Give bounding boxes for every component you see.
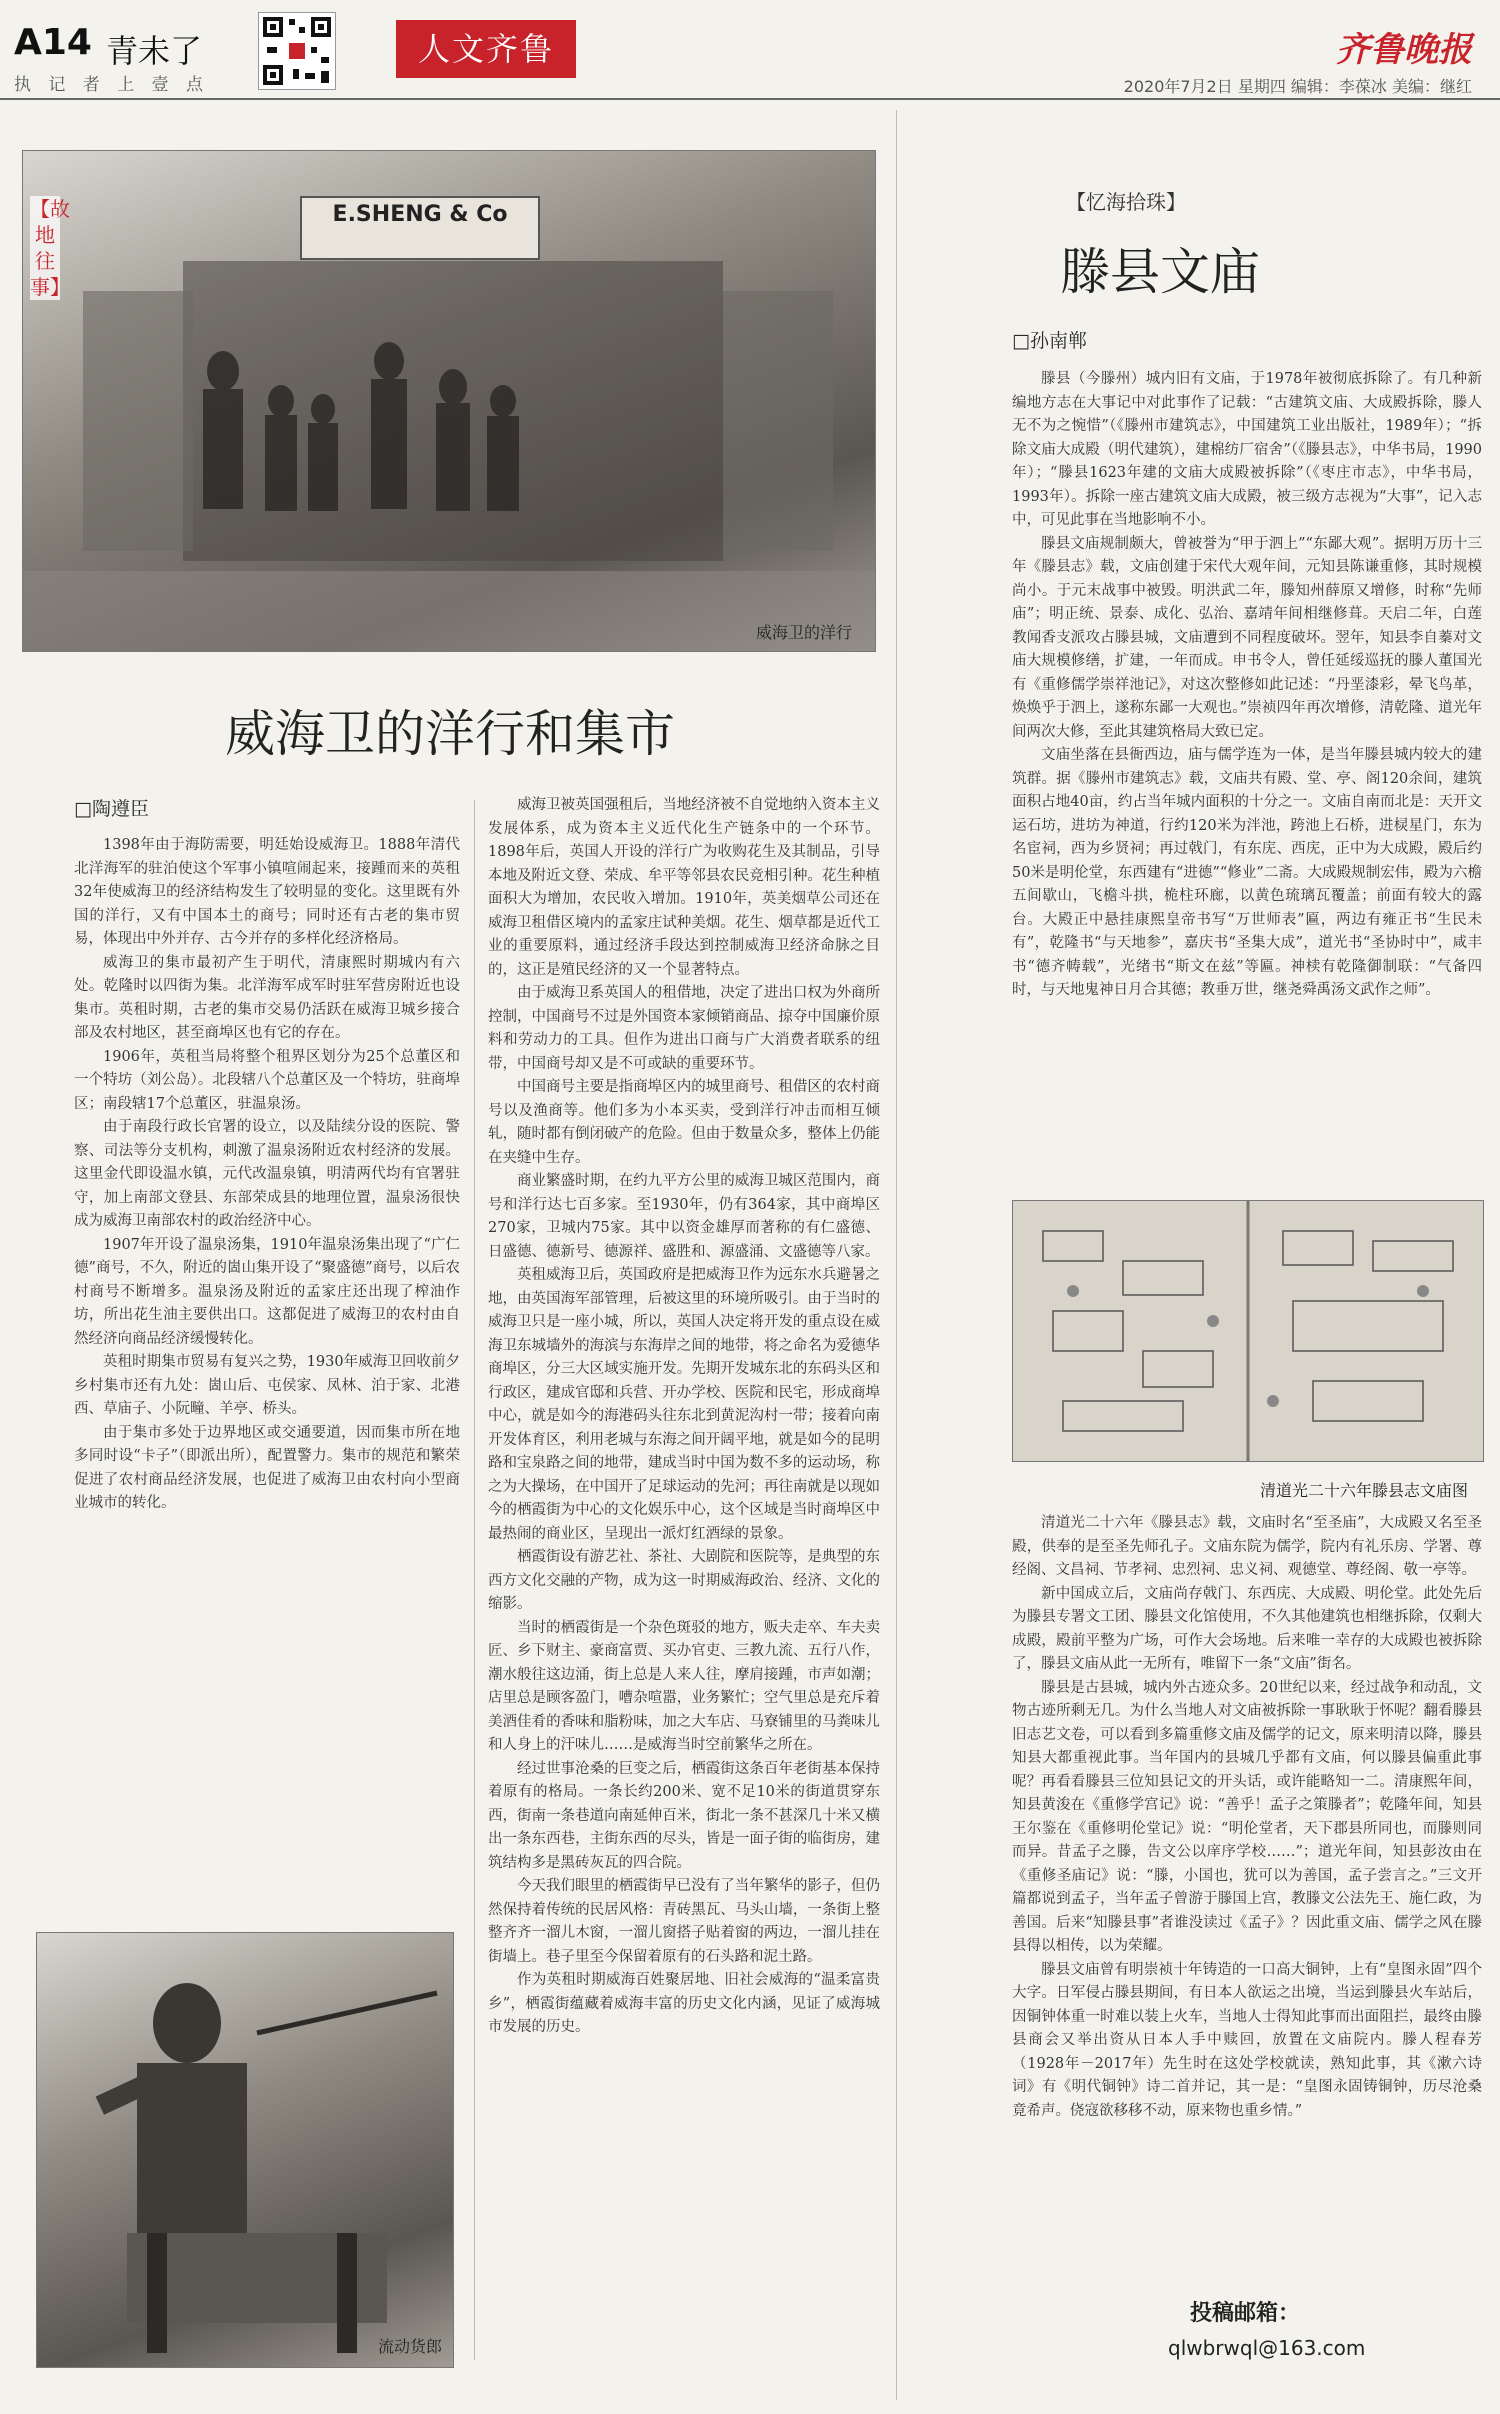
newspaper-logo: 齐鲁晚报	[1336, 30, 1472, 70]
paragraph: 清道光二十六年《滕县志》载，文庙时名“至圣庙”，大成殿又名至圣殿，供奉的是至圣先师孔子。文庙东院为儒学，院内有礼乐房、学署、尊经阁、文昌祠、节孝祠、忠烈祠、忠义祠、观德堂、尊经阁、敬一亭等。	[1012, 1515, 1482, 1578]
paragraph: 1907年开设了温泉汤集，1910年温泉汤集出现了“广仁德”商号，不久，附近的崮山集开设了“聚盛德”商号，以后农村商号不断增多。温泉汤及附近的孟家庄还出现了榨油作坊，所出花生油主要供出口。这都促进了威海卫的农村由自然经济向商品经济缓慢转化。	[74, 1236, 460, 1347]
article-byline: □陶遵臣	[74, 798, 149, 820]
paragraph: 滕县（今滕州）城内旧有文庙，于1978年被彻底拆除了。有几种新编地方志在大事记中对此事作了记载：“古建筑文庙、大成殿拆除，滕人无不为之惋惜”（《滕州市建筑志》，中国建筑工业出版社，1989年）；“拆除文庙大成殿（明代建筑），建棉纺厂宿舍”（《滕县志》，中华书局，1990年）；“滕县1623年建的文庙大成殿被拆除”（《枣庄市志》，中华书局，1993年）。拆除一座古建筑文庙大成殿，被三级方志视为“大事”，记入志中，可见此事在当地影响不小。	[1012, 371, 1482, 528]
section-name: 青未了	[106, 32, 203, 70]
contact-email-link[interactable]: qlwbrwql@163.com	[1168, 2336, 1366, 2360]
paragraph: 1398年由于海防需要，明廷始设威海卫。1888年清代北洋海军的驻泊使这个军事小镇喧闹起来，接踵而来的英租32年使威海卫的经济结构发生了较明显的变化。这里既有外国的洋行，又有中国本土的商号；同时还有古老的集市贸易，体现出中外并存、古今并存的多样化经济格局。	[74, 837, 460, 947]
column-rule	[474, 800, 475, 2360]
temple-map-illustration	[1012, 1200, 1484, 1462]
paragraph: 商业繁盛时期，在约九平方公里的威海卫城区范围内，商号和洋行达七百多家。至1930年，仍有364家，其中商埠区270家，卫城内75家。其中以资金雄厚而著称的有仁盛德、日盛德、德新号、德源祥、盛胜和、源盛涌、文盛德等八家。	[488, 1173, 880, 1260]
paragraph: 滕县文庙规制颇大，曾被誉为“甲于泗上”“东鄙大观”。据明万历十三年《滕县志》载，文庙创建于宋代大观年间，元知县陈谦重修，其时规模尚小。于元末战事中被毁。明洪武二年，滕知州薛原又增修，时称“先师庙”；明正统、景泰、成化、弘治、嘉靖年间相继修葺。天启二年，白莲教闻香支派攻占滕县城，文庙遭到不同程度破坏。翌年，知县李自蓁对文庙大规模修缮，扩建，一年而成。申书令人，曾任延绥巡抚的滕人董国光有《重修儒学崇祥池记》，对这次整修如此记述：“丹垩漆彩，晕飞鸟革，焕焕乎于泗上，遂称东鄙一大观也。”崇祯四年再次增修，清乾隆、道光年间两次大修，至此其建筑格局大致已定。	[1012, 535, 1482, 740]
paragraph: 栖霞街设有游艺社、茶社、大剧院和医院等，是典型的东西方文化交融的产物，成为这一时期威海政治、经济、文化的缩影。	[488, 1549, 880, 1612]
issue-meta: 2020年7月2日 星期四 编辑：李葆冰 美编：继红	[1123, 77, 1472, 96]
column-tag: 【故地往事】	[30, 197, 70, 299]
article-byline: □孙南郸	[1012, 330, 1087, 352]
qr-code-icon[interactable]	[258, 12, 336, 90]
page-number: A14	[14, 22, 92, 63]
paragraph: 1906年，英租当局将整个租界区划分为25个总董区和一个特坊（刘公岛）。北段辖八个总董区及一个特坊，驻商埠区；南段辖17个总董区，驻温泉汤。	[74, 1048, 460, 1112]
contact-label: 投稿邮箱：	[1190, 2301, 1301, 2326]
paragraph: 威海卫被英国强租后，当地经济被不自觉地纳入资本主义发展体系，成为资本主义近代化生产链条中的一个环节。1898年后，英国人开设的洋行广为收购花生及其制品，引导本地及附近文登、荣成、牟平等邻县农民竞相引种。花生种植面积大为增加，农民收入增加。1910年，英美烟草公司还在威海卫租借区境内的孟家庄试种美烟。花生、烟草都是近代工业的重要原料，通过经济手段达到控制威海卫经济命脉之目的，这正是殖民经济的又一个显著特点。	[488, 797, 880, 978]
shop-sign: E.SHENG & Co	[300, 196, 540, 260]
article-body-col2	[488, 794, 880, 2354]
paragraph: 作为英租时期威海百姓聚居地、旧社会威海的“温柔富贵乡”，栖霞街蕴藏着威海丰富的历史文化内涵，见证了威海城市发展的历史。	[488, 1972, 880, 2035]
photo-caption: 威海卫的洋行	[756, 623, 853, 642]
paragraph: 由于集市多处于边界地区或交通要道，因而集市所在地多同时设“卡子”（即派出所），配置警力。集市的规范和繁荣促进了农村商品经济发展，也促进了威海卫由农村向小型商业城市的转化。	[74, 1424, 460, 1511]
paragraph: 由于威海卫系英国人的租借地，决定了进出口权为外商所控制，中国商号不过是外国资本家倾销商品、掠夺中国廉价原料和劳动力的工具。但作为进出口商与广大消费者联系的纽带，中国商号却又是不可或缺的重要环节。	[488, 985, 880, 1072]
paragraph: 滕县是古县城，城内外古迹众多。20世纪以来，经过战争和动乱，文物古迹所剩无几。为什么当地人对文庙被拆除一事耿耿于怀呢？翻看滕县旧志艺文卷，可以看到多篇重修文庙及儒学的记文，原来明清以降，滕县知县大都重视此事。当年国内的县城几乎都有文庙，何以滕县偏重此事呢？再看看滕县三位知县记文的开头话，或许能略知一二。清康熙年间，知县黄浚在《重修学宫记》说：“善乎！孟子之策滕者”；乾隆年间，知县王尔鉴在《重修明伦堂记》说：“明伦堂者，天下郡县所同也，而滕则同而异。昔孟子之滕，告文公以庠序学校……”；道光年间，知县彭汝由在《重修圣庙记》说：“滕，小国也，犹可以为善国，孟子尝言之。”三文开篇都说到孟子，当年孟子曾游于滕国上宫，教滕文公法先王、施仁政，为善国。后来“知滕县事”者谁没读过《孟子》？因此重文庙、儒学之风在滕县得以相传，以为荣耀。	[1012, 1679, 1482, 1954]
paragraph: 经过世事沧桑的巨变之后，栖霞街这条百年老街基本保持着原有的格局。一条长约200米、宽不足10米的街道贯穿东西，街南一条巷道向南延伸百米，街北一条不甚深几十米又横出一条东西巷，主街东西的尽头，皆是一面子街的临街房，建筑结构多是黑砖灰瓦的四合院。	[488, 1760, 880, 1871]
paragraph: 中国商号主要是指商埠区内的城里商号、租借区的农村商号以及渔商等。他们多为小本买卖，受到洋行冲击而相互倾轧，随时都有倒闭破产的危险。但由于数量众多，整体上仍能在夹缝中生存。	[488, 1079, 880, 1166]
article-body-col3	[1012, 368, 1482, 1188]
photo-caption-peddler: 流动货郎	[378, 2337, 443, 2356]
reporter-line: 执 记 者 上 壹 点	[14, 75, 210, 95]
header-divider	[0, 98, 1500, 100]
column-rule	[896, 110, 897, 2400]
article-body-col4	[1012, 1512, 1482, 2272]
paragraph: 英租时期集市贸易有复兴之势，1930年威海卫回收前夕乡村集市还有九处：崮山后、屯侯家、凤林、泊于家、北港西、草庙子、小阮疃、羊亭、桥头。	[74, 1354, 460, 1417]
paragraph: 英租威海卫后，英国政府是把威海卫作为远东水兵避暑之地，由英国海军部管理，后被这里的环境所吸引。由于当时的威海卫只是一座小城，所以，英国人决定将开发的重点设在威海卫东城墙外的海滨与东海岸之间的地带，将之命名为爱德华商埠区，分三大区域实施开发。先期开发城东北的东码头区和行政区，建成官邸和兵营、开办学校、医院和民宅，形成商埠中心，就是如今的海港码头往东北到黄泥沟村一带；接着向南开发体育区，利用老城与东海之间开阔平地，就是如今的昆明路和宝泉路之间的地带，建成当时中国为数不多的运动场，称之为大操场，在中国开了足球运动的先河；再往南就是以现如今的栖霞街为中心的文化娱乐中心，这个区域是当时商埠区中最热闹的商业区，呈现出一派灯红酒绿的景象。	[488, 1267, 880, 1542]
article-title: 威海卫的洋行和集市	[225, 705, 675, 763]
paragraph: 当时的栖霞街是一个杂色斑驳的地方，贩夫走卒、车夫卖匠、乡下财主、豪商富贾、买办官吏、三教九流、五行八作，潮水般往这边涌，街上总是人来人往，摩肩接踵，市声如潮；店里总是顾客盈门，嘈杂喧嚣，业务繁忙；空气里总是充斥着美酒佳肴的香味和脂粉味，加之大车店、马寮铺里的马粪味儿和人身上的汗味儿……是威海当时空前繁华之所在。	[488, 1619, 880, 1753]
paragraph: 今天我们眼里的栖霞街早已没有了当年繁华的影子，但仍然保持着传统的民居风格：青砖黑瓦、马头山墙，一条街上整整齐齐一溜儿木窗，一溜儿窗搭子贴着窗的两边，一溜儿挂在街墙上。巷子里至今保留着原有的石头路和泥土路。	[488, 1878, 880, 1965]
article-body-col1	[74, 834, 460, 1914]
paragraph: 滕县文庙曾有明崇祯十年铸造的一口高大铜钟，上有“皇图永固”四个大字。日军侵占滕县期间，有日本人欲运之出境，当运到滕县火车站后，因铜钟体重一时难以装上火车，当地人士得知此事而出面阻拦，最终由滕县商会又举出资从日本人手中赎回，放置在文庙院内。滕人程春芳（1928年－2017年）先生时在这处学校就读，熟知此事，其《漱六诗词》有《明代铜钟》诗二首并记，其一是：“皇图永固铸铜钟，历尽沧桑竟希声。侥寇欲移移不动，原来物也重乡情。”	[1012, 1961, 1482, 2119]
peddler-photo	[36, 1932, 454, 2368]
column-banner: 人文齐鲁	[396, 20, 576, 78]
photo-caption-map: 清道光二十六年滕县志文庙图	[1260, 1481, 1469, 1500]
paragraph: 威海卫的集市最初产生于明代，清康熙时期城内有六处。乾隆时以四街为集。北洋海军成军时驻军营房附近也设集市。英租时期，古老的集市交易仍活跃在威海卫城乡接合部及农村地区，甚至商埠区也有它的存在。	[74, 954, 460, 1041]
paragraph: 文庙坐落在县衙西边，庙与儒学连为一体，是当年滕县城内较大的建筑群。据《滕州市建筑志》载，文庙共有殿、堂、亭、阁120余间，建筑面积占地40亩，约占当年城内面积的十分之一。文庙自南而北是：天开文运石坊，进坊为神道，行约120米为泮池，跨池上石桥，进棂星门，东为名宦祠，西为乡贤祠；再过戟门，有东庑、西庑，正中为大成殿，殿后约50米是明伦堂，东西建有“进德”“修业”二斋。大成殿规制宏伟，殿为六檐五间歇山，飞檐斗拱，桅柱环廊，以黄色琉璃瓦覆盖；前面有较大的露台。大殿正中悬挂康熙皇帝书写“万世师表”匾，两边有雍正书“生民未有”，乾隆书“与天地参”，嘉庆书“圣集大成”，道光书“圣协时中”，咸丰书“德齐帱载”，光绪书“斯文在兹”等匾。神椟有乾隆御制联：“气备四时，与天地鬼神日月合其德；教垂万世，继尧舜禹汤文武作之师”。	[1012, 747, 1482, 998]
article-title: 滕县文庙	[1060, 243, 1260, 301]
paragraph: 新中国成立后，文庙尚存戟门、东西庑、大成殿、明伦堂。此处先后为滕县专署文工团、滕县文化馆使用，不久其他建筑也相继拆除，仅剩大成殿，殿前平整为广场，可作大会场地。后来唯一幸存的大成殿也被拆除了，滕县文庙从此一无所有，唯留下一条“文庙”街名。	[1012, 1585, 1482, 1672]
paragraph: 由于南段行政长官署的设立，以及陆续分设的医院、警察、司法等分支机构，刺激了温泉汤附近农村经济的发展。这里金代即设温水镇，元代改温泉镇，明清两代均有官署驻守，加上南部文登县、东部荣成县的地理位置，温泉汤很快成为威海卫南部农村的政治经济中心。	[74, 1119, 460, 1229]
column-kicker: 【忆海拾珠】	[1066, 190, 1186, 214]
